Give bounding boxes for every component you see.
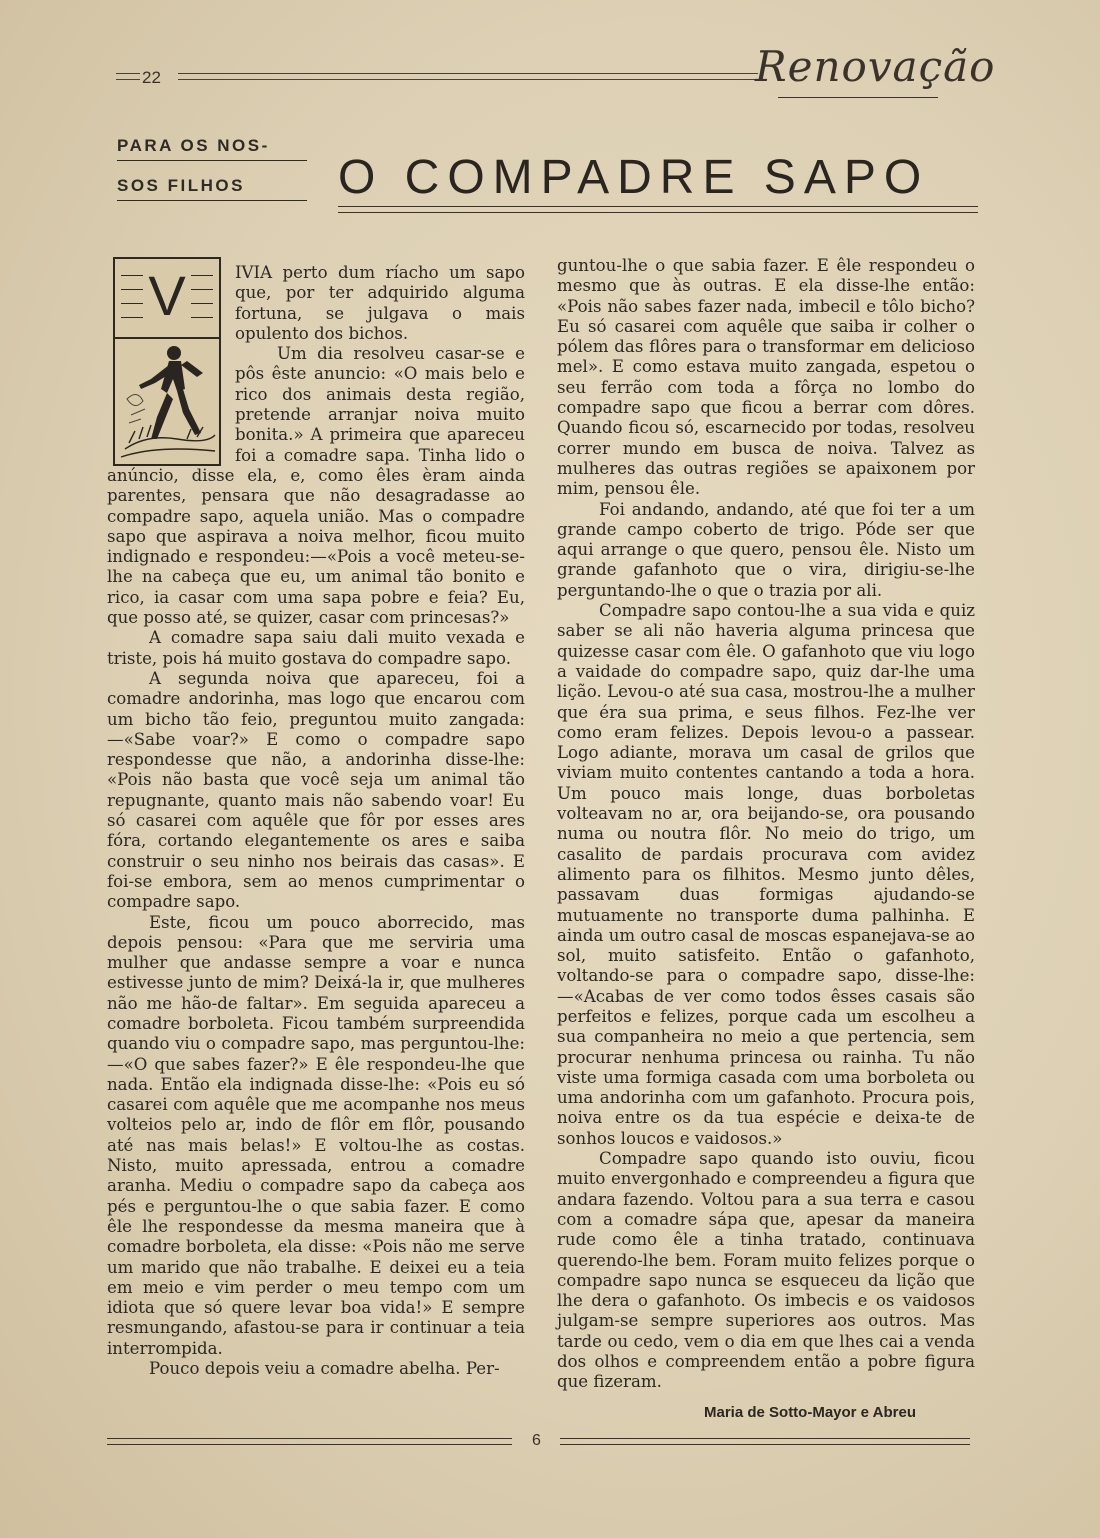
article-column-left (107, 263, 525, 1379)
paragraph: Compadre sapo contou-lhe a sua vida e quiz saber se ali não haveria alguma princesa que quizesse casar com êle. O gafanhoto que viu logo a vaidade do compadre sapo, quiz dar-lhe uma lição. Levou-o até sua casa, mostrou-lhe a mulher que éra sua prima, e seus filhos. Fez-lhe ver como eram felizes. Depois levou-o a passear. Logo adiante, morava um casal de grilos que viviam muito contentes cantando a toda a hora. Um pouco mais longe, duas borboletas volteavam no ar, ora beijando-se, ora pousando numa ou noutra flôr. No meio do trigo, um casalito de pardais procurava com avidez alimento para os filhitos. Mesmo junto dêles, passavam duas formigas ajudando-se mutuamente no transporte duma palhinha. E ainda um outro casal de moscas espanejava-se ao sol, muito satisfeito. Então o gafanhoto, voltando-se para o compadre sapo, disse-lhe:—«Acabas de ver como todos êsses casais são perfeitos e felizes, porque cada um escolheu a sua companheira no meio a que pertencia, sem procurar nenhuma princesa ou rainha. Tu não viste uma formiga casada com uma borboleta ou uma andorinha com um gafanhoto. Procura pois, noiva entre os da tua espécie e deixa-te de sonhos loucos e vaidosos.» (557, 601, 975, 1148)
drop-cap-letter: V (148, 264, 186, 327)
paragraph: Compadre sapo quando isto ouviu, ficou muito envergonhado e compreendeu a figura que andara fazendo. Voltou para a sua terra e casou com a comadre sápa que, apesar da maneira rude como êle a tinha tratado, continuava querendo-lhe bem. Foram muito felizes porque o compadre sapo nunca se esqueceu da lição que lhe dera o gafanhoto. Os imbecis e os vaidosos julgam-se sempre superiores aos outros. Mas tarde ou cedo, vem o dia em que lhes cai a venda dos olhos e compreendem então a pobre figura que fizeram. (557, 1149, 975, 1392)
paragraph: Um dia resolveu casar-se e pôs êste anuncio: «O mais belo e rico dos animais desta região, pretende arranjar noiva muito bonita.» A primeira que apareceu foi a comadre sapa. Tinha lido o anúncio, disse ela, e, como êles èram ainda parentes, pensara que não desagradasse ao compadre sapo, aquela união. Mas o compadre sapo que aspirava a noiva melhor, ficou muito indignado e respondeu:—«Pois a você meteu-se-lhe na cabeça que eu, um animal tão bonito e rico, ia casar com uma sapa pobre e feia? Eu, que posso até, se quizer, casar com princesas?» (107, 344, 525, 628)
paragraph: Pouco depois veiu a comadre abelha. Per- (149, 1359, 500, 1379)
article-author: Maria de Sotto-Mayor e Abreu (704, 1404, 916, 1421)
kicker-rule-1 (117, 160, 307, 161)
masthead-underline (778, 97, 938, 98)
article-title: O COMPADRE SAPO (338, 151, 930, 204)
section-kicker-line1: PARA OS NOS- (117, 136, 270, 155)
header-rule (178, 73, 758, 74)
kicker-rule-2 (117, 200, 307, 201)
header-rule-2 (178, 79, 758, 80)
paragraph: guntou-lhe o que sabia fazer. E êle respondeu o mesmo que às outras. E ela disse-lhe então: «Pois não sabes fazer nada, imbecil e tôlo bicho? Eu só casarei com aquêle que saiba ir colher o pólem das flôres para o transformar em delicioso mel». E como estava muito zangada, espetou o seu ferrão com toda a fôrça no lombo do compadre sapo que ficou a berrar com dôres. Quando ficou só, escarnecido por todas, resolveu correr mundo em busca de noiva. Talvez as mulheres das outras regiões se apaixonem por mim, pensou êle. (557, 256, 975, 499)
article-column-right (557, 256, 975, 1393)
section-kicker-line2: SOS FILHOS (117, 176, 245, 195)
footer-rule-left-2 (107, 1444, 512, 1445)
footer-rule-left (107, 1438, 512, 1439)
title-rule-2 (338, 212, 978, 213)
paragraph: Este, ficou um pouco aborrecido, mas depois pensou: «Para que me serviria uma mulher que andasse sempre a voar e nunca estivesse junto de mim? Deixá-la ir, que mulheres não me hão-de faltar». Em seguida apareceu a comadre borboleta. Ficou também surpreendida quando viu o compadre sapo, mas perguntou-lhe:—«O que sabes fazer?» E êle respondeu-lhe que nada. Então ela indignada disse-lhe: «Pois eu só casarei com aquêle que me acompanhe nos meus volteios pelo ar, indo de flôr em flôr, pousando até nas mais belas!» E voltou-lhe as costas. Nisto, muito apressada, entrou a comadre aranha. Mediu o compadre sapo da cabeça aos pés e perguntou-lhe o que sabia fazer. E como êle lhe respondesse da mesma maneira que à comadre borboleta, ela disse: «Pois não me serve um marido que não trabalhe. E deixei eu a teia em meio e vim perder o meu tempo com um idiota que só quere levar boa vida!» E sempre resmungando, afastou-se para ir continuar a teia interrompida. (107, 912, 525, 1358)
drop-cap-wrap-space (107, 263, 235, 463)
header-rule-left (116, 73, 140, 74)
masthead-logo: Renovação (755, 42, 996, 91)
paragraph: IVIA perto dum ríacho um sapo que, por ter adquirido alguma fortuna, se julgava o mais opulento dos bichos. (235, 263, 525, 343)
footer-rule-right (560, 1438, 970, 1439)
title-rule-1 (338, 206, 978, 207)
paragraph: A comadre sapa saiu dali muito vexada e triste, pois há muito gostava do compadre sapo. (107, 628, 525, 668)
footer-rule-right-2 (560, 1444, 970, 1445)
paragraph: Foi andando, andando, até que foi ter a um grande campo coberto de trigo. Póde ser que aqui arrange o que quero, pensou êle. Nisto um grande gafanhoto que o vira, dirigiu-se-lhe perguntando-lhe o que o trazia por ali. (557, 499, 975, 600)
footer-sheet-mark: 6 (532, 1432, 541, 1449)
page-number: 22 (142, 68, 161, 87)
header-rule-left-2 (116, 79, 140, 80)
paragraph: A segunda noiva que apareceu, foi a comadre andorinha, mas logo que encarou com um bicho tão feio, preguntou muito zangada:—«Sabe voar?» E como o compadre sapo respondesse que não, a andorinha disse-lhe: «Pois não basta que você seja um animal tão repugnante, quanto mais não sabendo voar! Eu só casarei com aquêle que fôr por esses ares fóra, cortando elegantemente os ares e saiba construir o seu ninho nos beirais das casas». E foi-se embora, sem ao menos cumprimentar o compadre sapo. (107, 668, 525, 912)
